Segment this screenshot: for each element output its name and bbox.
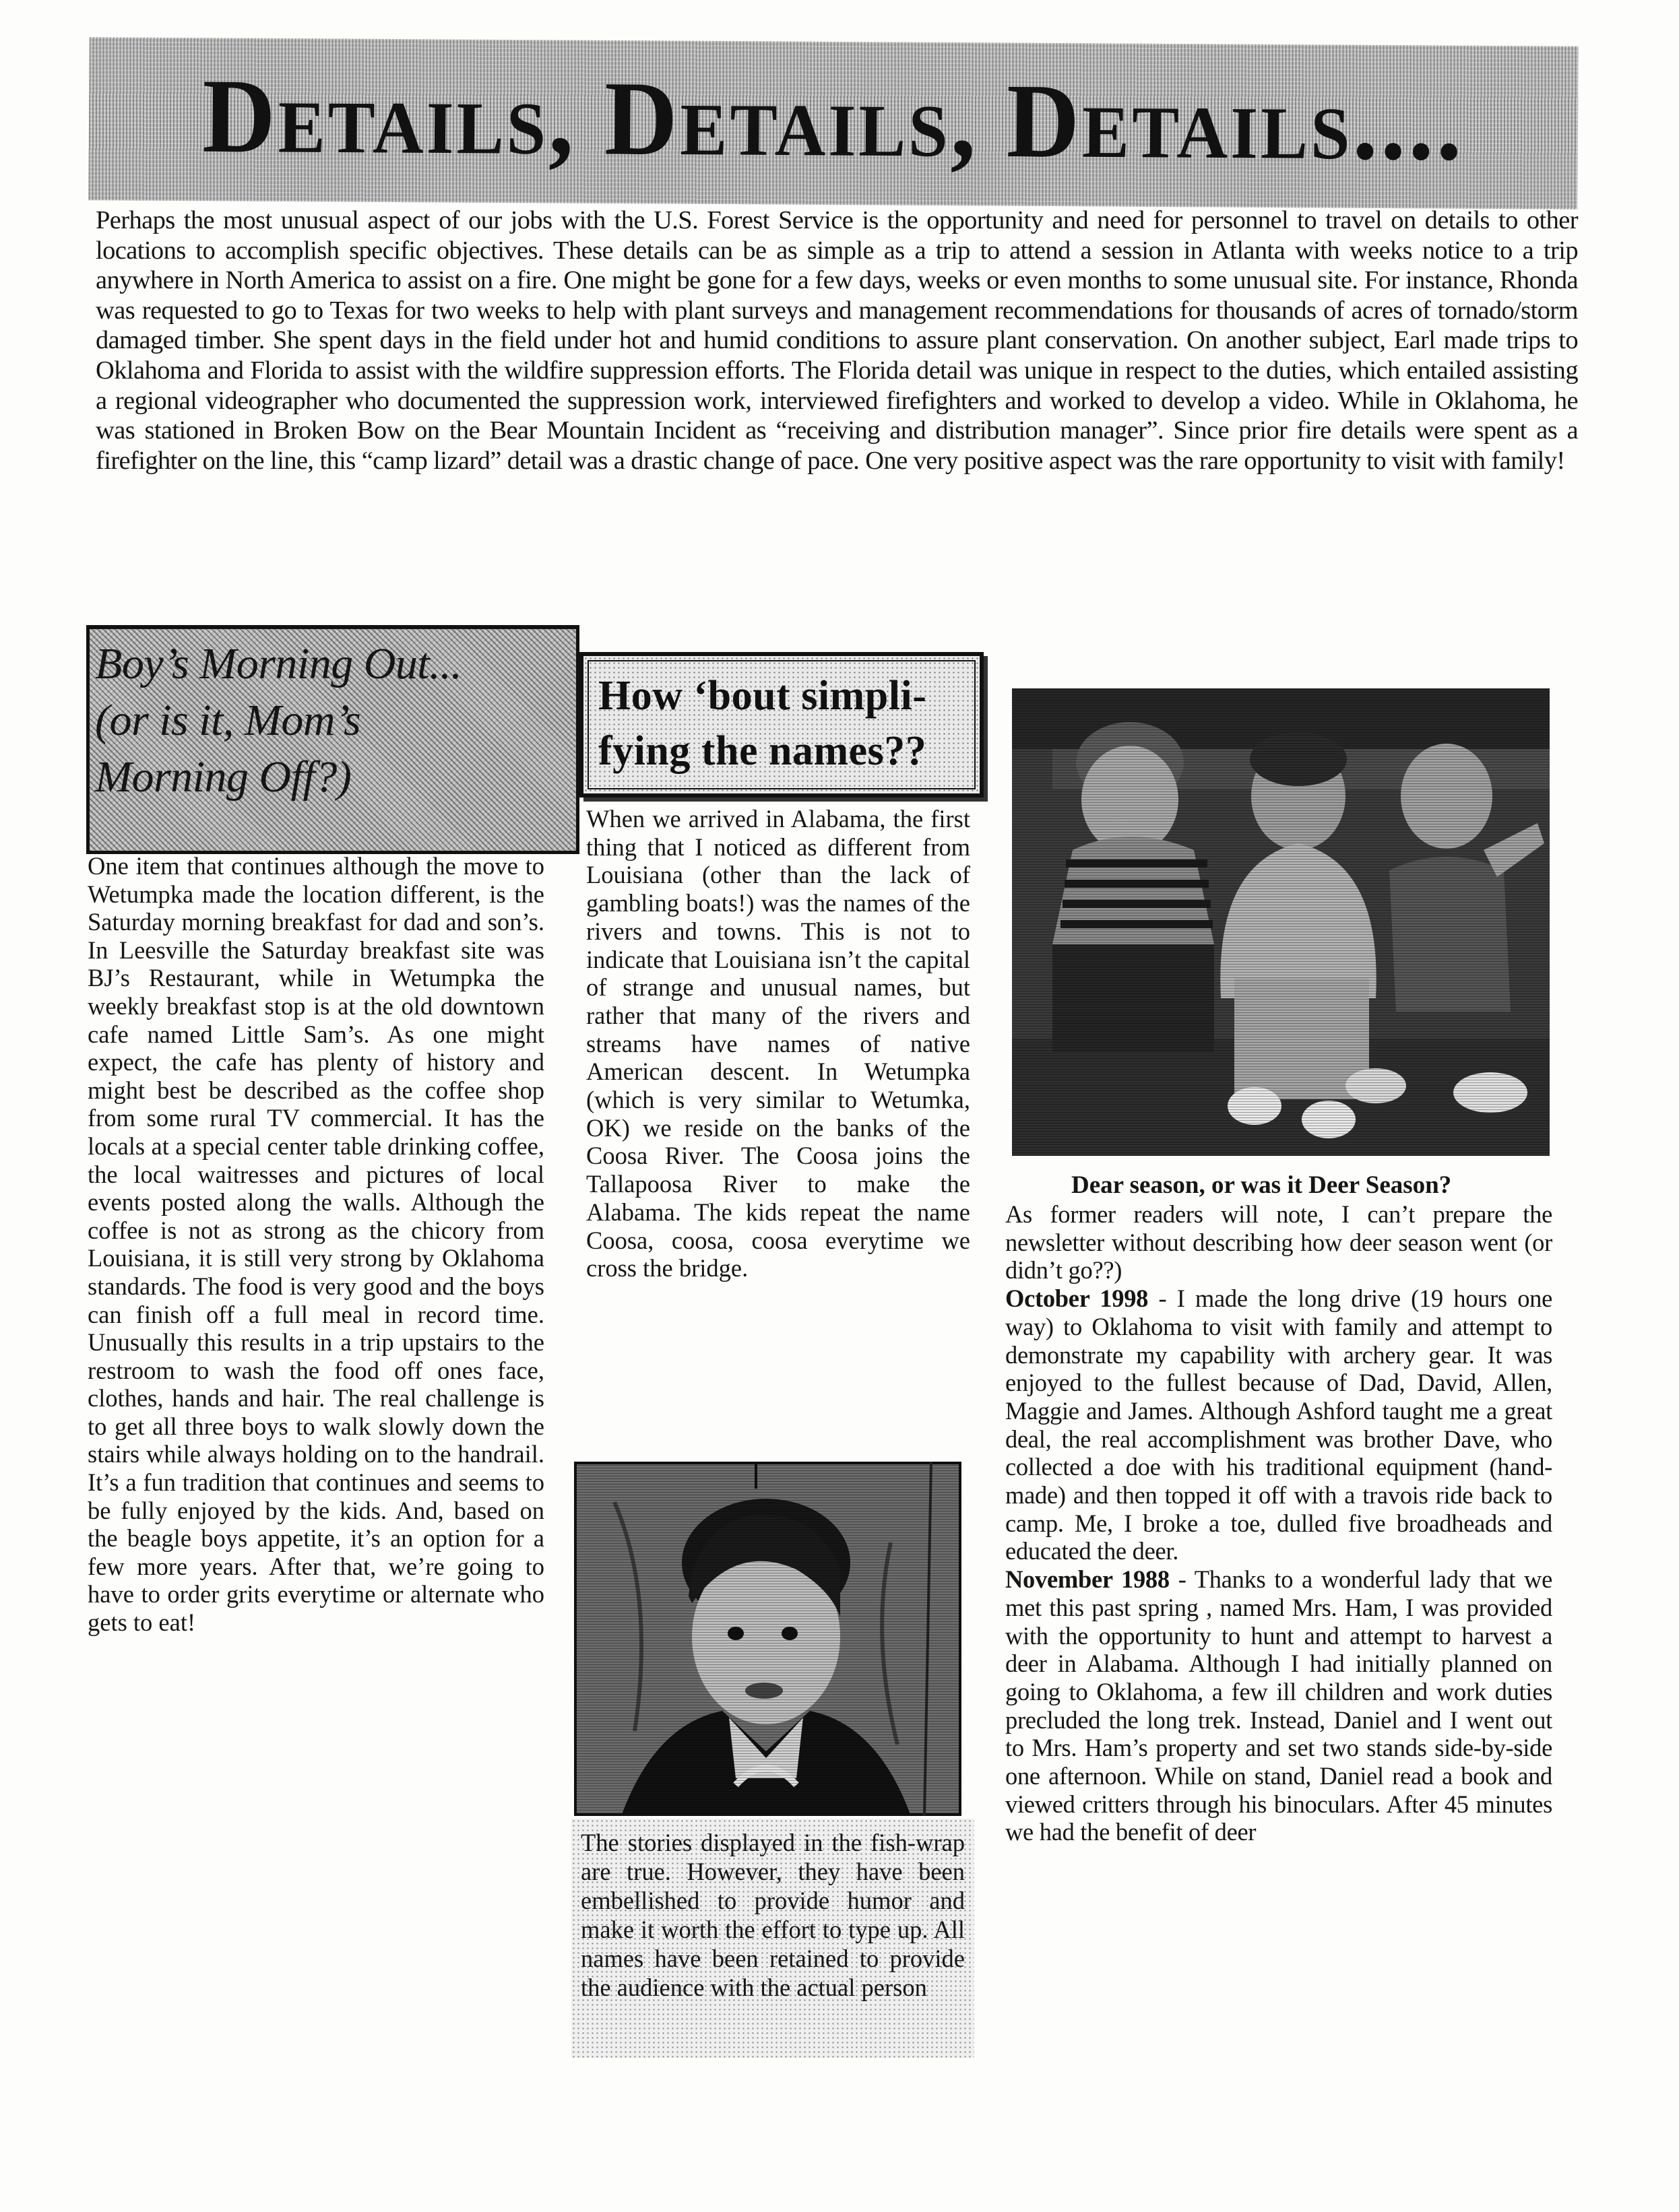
deer-season-body <box>1005 1200 1552 1846</box>
boy-portrait-image <box>574 1462 961 1816</box>
heading-line: (or is it, Mom’s <box>95 696 361 745</box>
boys-morning-heading <box>95 636 571 806</box>
entry-date: November 1988 <box>1005 1565 1170 1594</box>
entry-date: October 1998 <box>1005 1284 1149 1313</box>
three-boys-image <box>1012 688 1550 1156</box>
names-heading <box>598 668 969 779</box>
boys-morning-body: One item that continues although the move to Wetumpka made the location different, is the Saturday morning breakfast for dad and son’s. In Leesville the Saturday breakfast site was BJ’s Restaurant, while in Wetumpka the weekly breakfast stop is at the old downtown cafe named Little Sam’s. As one might expect, the cafe has plenty of history and might best be described as the coffee shop from some rural TV commercial. It has the locals at a special center table drinking coffee, the local waitresses and pictures of local events posted along the walls. Although the coffee is not as strong as the chicory from Louisiana, it is still very strong by Oklahoma standards. The food is very good and the boys can finish off a full meal in record time. Unusually this results in a trip upstairs to the restroom to wash the food off ones face, clothes, hands and hair. The real challenge is to get all three boys to walk slowly down the stairs while always holding on to the handrail. It’s a fun tradition that continues and seems to be fully enjoyed by the kids. And, based on the beagle boys appetite, it’s an option for a few more years. After that, we’re going to have to order grits everytime or alternate who gets to eat! <box>88 852 544 1637</box>
caption-text: The stories displayed in the fish-wrap are true. However, they have been embellished to provide humor and make it worth the effort to type up. All names have been retained to provide the audience with the actual person <box>581 1829 965 2001</box>
boys-morning-heading-box <box>86 625 579 854</box>
title-banner <box>88 37 1578 209</box>
deer-season-heading: Dear season, or was it Deer Season? <box>1071 1171 1452 1199</box>
intro-paragraph: Perhaps the most unusual aspect of our jobs with the U.S. Forest Service is the opportunity and need for personnel to travel on details to other locations to accomplish specific objectives. These details can be as simple as a trip to attend a session in Atlanta with weeks notice to a trip anywhere in North America to assist on a fire. One might be gone for a few days, weeks or even months to some unusual site. For instance, Rhonda was requested to go to Texas for two weeks to help with plant surveys and management recommendations for thousands of acres of tornado/storm damaged timber. She spent days in the field under hot and humid conditions to assure plant conservation. On another subject, Earl made trips to Oklahoma and Florida to assist with the wildfire suppression efforts. The Florida detail was unique in respect to the duties, which entailed assisting a regional videographer who documented the suppression work, interviewed firefighters and worked to develop a video. While in Oklahoma, he was stationed in Broken Bow on the Bear Mountain Incident as “receiving and distribution manager”. Since prior fire details were spent as a firefighter on the line, this “camp lizard” detail was a drastic change of pace. One very positive aspect was the rare opportunity to visit with family! <box>96 206 1578 475</box>
boy-portrait-photo <box>574 1462 961 1816</box>
heading-line: Morning Off?) <box>95 752 352 802</box>
names-heading-box <box>579 652 984 798</box>
entry-text: - I made the long drive (19 hours one way) to Oklahoma to visit with family and attempt to demonstrate my capability with archery gear. It was enjoyed to the fullest because of Dad, David, Allen, Maggie and James. Although Ashford taught me a great deal, the real accomplishment was brother Dave, who collected a doe with his traditional equipment (hand-made) and then topped it off with a travois ride back to camp. Me, I broke a toe, dulled five broadheads and educated the deer. <box>1005 1284 1552 1565</box>
entry-text: - Thanks to a wonderful lady that we met this past spring , named Mrs. Ham, I was provided with the opportunity to hunt and attempt to harvest a deer in Alabama. Although I had initially planned on going to Oklahoma, a few ill children and work duties precluded the long trek. Instead, Daniel and I went out to Mrs. Ham’s property and set two stands side-by-side one afternoon. While on stand, Daniel read a book and viewed critters through his binoculars. After 45 minutes we had the benefit of deer <box>1005 1565 1552 1846</box>
page-title: Details, Details, Details.... <box>201 57 1465 183</box>
deer-entry-november <box>1005 1565 1552 1846</box>
three-boys-photo <box>1012 688 1550 1156</box>
heading-line: fying the names?? <box>598 728 927 774</box>
deer-entry-october <box>1005 1284 1552 1565</box>
names-body: When we arrived in Alabama, the first thing that I noticed as different from Louisiana (other than the lack of gambling boats!) was the names of the rivers and towns. This is not to indicate that Louisiana isn’t the capital of strange and unusual names, but rather that many of the rivers and streams have names of native American descent. In Wetumpka (which is very similar to Wetumka, OK) we reside on the banks of the Coosa River. The Coosa joins the Tallapoosa River to make the Alabama. The kids repeat the name Coosa, coosa, coosa everytime we cross the bridge. <box>586 805 970 1282</box>
heading-line: Boy’s Morning Out... <box>95 639 462 688</box>
deer-intro: As former readers will note, I can’t prepare the newsletter without describing how deer season went (or didn’t go??) <box>1005 1200 1552 1284</box>
fish-wrap-caption <box>571 1819 974 2058</box>
heading-line: How ‘bout simpli- <box>598 673 927 719</box>
